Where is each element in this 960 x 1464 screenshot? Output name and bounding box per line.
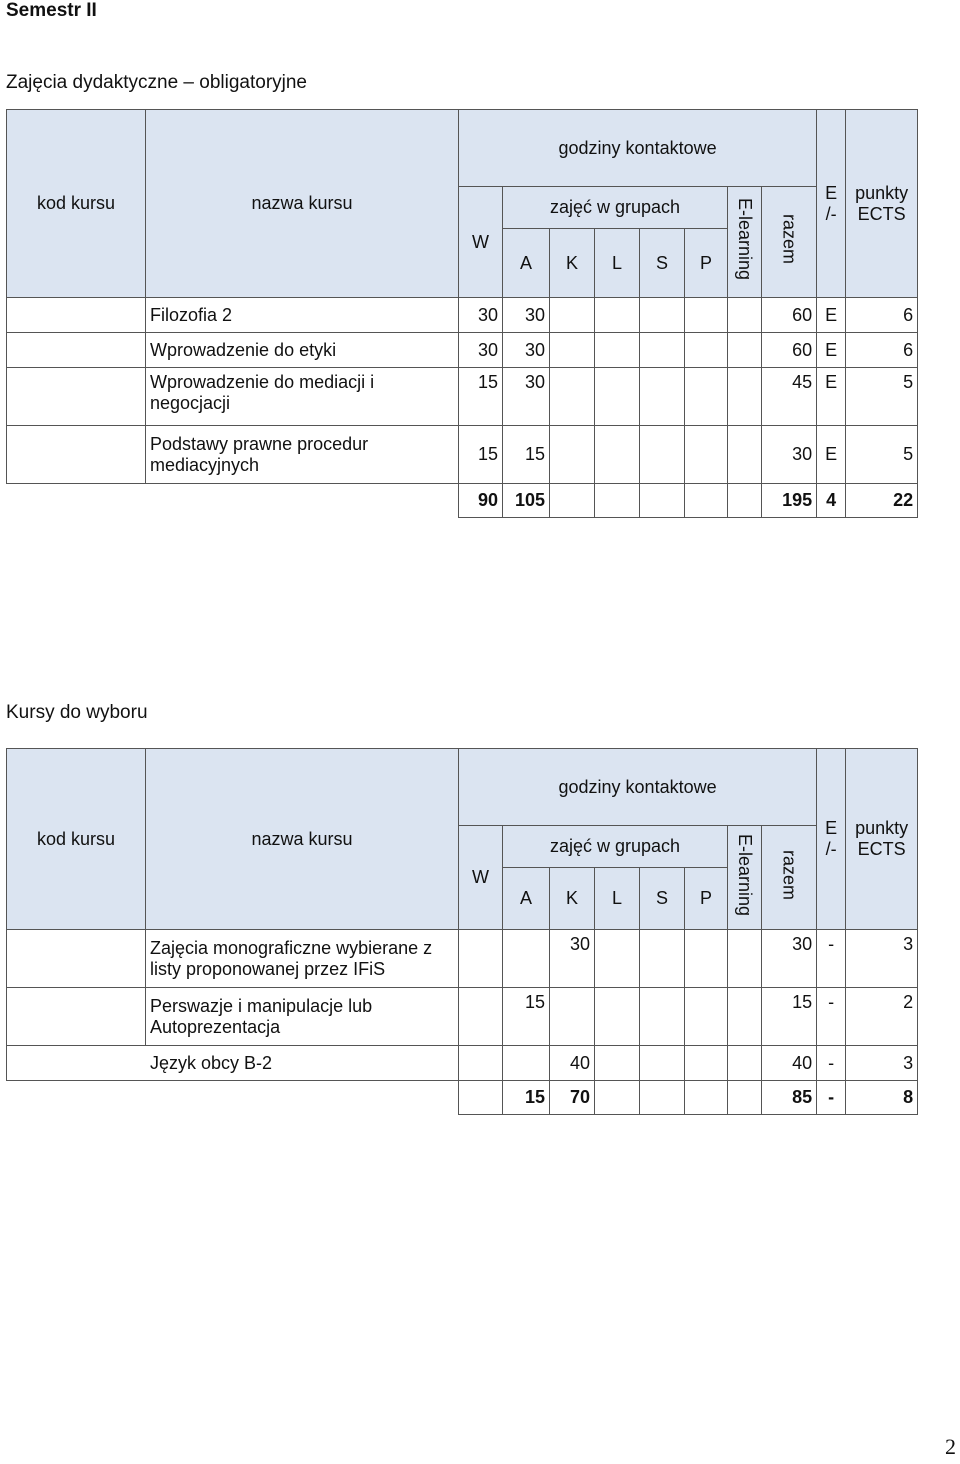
cell-ects: 3 [846, 930, 918, 988]
table-obligatory [6, 109, 918, 518]
cell-s [640, 298, 685, 333]
cell-p [685, 426, 728, 484]
cell-w: 30 [459, 333, 503, 368]
total-p [685, 1081, 728, 1115]
cell-kod [7, 426, 146, 484]
cell-ects: 5 [846, 368, 918, 426]
cell-p [685, 333, 728, 368]
table-row [7, 426, 918, 484]
header-w: W [459, 826, 503, 930]
total-w [459, 1081, 503, 1115]
header-zajec-w-grupach: zajęć w grupach [503, 826, 728, 868]
cell-l [595, 1046, 640, 1081]
cell-w: 30 [459, 298, 503, 333]
table-elective [6, 748, 918, 1115]
header-godziny-kontaktowe: godziny kontaktowe [459, 110, 817, 187]
cell-elearning [728, 988, 762, 1046]
cell-nazwa: Wprowadzenie do mediacji i negocjacji [146, 368, 459, 426]
cell-w: 15 [459, 368, 503, 426]
cell-razem: 30 [762, 930, 817, 988]
cell-l [595, 426, 640, 484]
header-p: P [685, 868, 728, 930]
cell-kod [7, 988, 146, 1046]
cell-l [595, 930, 640, 988]
cell-elearning [728, 368, 762, 426]
cell-k: 40 [550, 1046, 595, 1081]
cell-p [685, 1046, 728, 1081]
cell-k [550, 426, 595, 484]
header-razem: razem [762, 187, 817, 298]
header-l: L [595, 868, 640, 930]
total-p [685, 484, 728, 518]
header-w: W [459, 187, 503, 298]
cell-a [503, 930, 550, 988]
cell-p [685, 930, 728, 988]
cell-kod [7, 298, 146, 333]
cell-a [503, 1046, 550, 1081]
section-title-elective: Kursy do wyboru [6, 702, 148, 723]
header-razem: razem [762, 826, 817, 930]
cell-p [685, 368, 728, 426]
cell-a: 15 [503, 988, 550, 1046]
total-ects: 22 [846, 484, 918, 518]
total-k: 70 [550, 1081, 595, 1115]
cell-w [459, 1046, 503, 1081]
total-e: - [817, 1081, 846, 1115]
header-elearning: E-learning [728, 826, 762, 930]
cell-razem: 45 [762, 368, 817, 426]
cell-e: E [817, 368, 846, 426]
total-k [550, 484, 595, 518]
cell-k: 30 [550, 930, 595, 988]
cell-ects: 6 [846, 333, 918, 368]
cell-l [595, 988, 640, 1046]
cell-s [640, 1046, 685, 1081]
page-title: Semestr II [6, 0, 97, 21]
total-a: 105 [503, 484, 550, 518]
total-w: 90 [459, 484, 503, 518]
total-a: 15 [503, 1081, 550, 1115]
total-s [640, 1081, 685, 1115]
cell-w: 15 [459, 426, 503, 484]
table-row [7, 298, 918, 333]
table-row [7, 333, 918, 368]
cell-elearning [728, 333, 762, 368]
cell-a: 30 [503, 333, 550, 368]
header-a: A [503, 229, 550, 298]
cell-kod [7, 368, 146, 426]
header-e: E /- [817, 749, 846, 930]
cell-k [550, 988, 595, 1046]
cell-kod [7, 333, 146, 368]
cell-e: - [817, 930, 846, 988]
cell-e: E [817, 426, 846, 484]
cell-razem: 60 [762, 298, 817, 333]
total-elearning [728, 1081, 762, 1115]
header-s: S [640, 229, 685, 298]
cell-e: E [817, 298, 846, 333]
table-row [7, 930, 918, 988]
header-p: P [685, 229, 728, 298]
header-nazwa-kursu: nazwa kursu [146, 110, 459, 298]
cell-a: 30 [503, 298, 550, 333]
cell-elearning [728, 426, 762, 484]
total-row [7, 1081, 918, 1115]
cell-razem: 30 [762, 426, 817, 484]
cell-k [550, 368, 595, 426]
header-kod-kursu: kod kursu [7, 110, 146, 298]
header-godziny-kontaktowe: godziny kontaktowe [459, 749, 817, 826]
cell-k [550, 333, 595, 368]
cell-e: - [817, 1046, 846, 1081]
total-e: 4 [817, 484, 846, 518]
cell-p [685, 988, 728, 1046]
cell-ects: 5 [846, 426, 918, 484]
total-ects: 8 [846, 1081, 918, 1115]
header-k: K [550, 868, 595, 930]
cell-nazwa: Perswazje i manipulacje lub Autoprezentacja [146, 988, 459, 1046]
cell-razem: 40 [762, 1046, 817, 1081]
cell-ects: 6 [846, 298, 918, 333]
cell-s [640, 368, 685, 426]
cell-l [595, 368, 640, 426]
cell-a: 30 [503, 368, 550, 426]
cell-nazwa: Filozofia 2 [146, 298, 459, 333]
cell-w [459, 988, 503, 1046]
cell-e: E [817, 333, 846, 368]
page-number: 2 [945, 1434, 956, 1459]
cell-kod [7, 930, 146, 988]
total-row [7, 484, 918, 518]
cell-nazwa: Wprowadzenie do etyki [146, 333, 459, 368]
cell-razem: 15 [762, 988, 817, 1046]
header-punkty-ects: punkty ECTS [846, 749, 918, 930]
cell-elearning [728, 298, 762, 333]
cell-s [640, 333, 685, 368]
cell-e: - [817, 988, 846, 1046]
header-nazwa-kursu: nazwa kursu [146, 749, 459, 930]
cell-k [550, 298, 595, 333]
header-a: A [503, 868, 550, 930]
total-razem: 85 [762, 1081, 817, 1115]
cell-w [459, 930, 503, 988]
cell-nazwa: Podstawy prawne procedur mediacyjnych [146, 426, 459, 484]
cell-p [685, 298, 728, 333]
header-zajec-w-grupach: zajęć w grupach [503, 187, 728, 229]
cell-s [640, 988, 685, 1046]
header-elearning: E-learning [728, 187, 762, 298]
header-e: E /- [817, 110, 846, 298]
header-kod-kursu: kod kursu [7, 749, 146, 930]
table-row [7, 988, 918, 1046]
total-l [595, 484, 640, 518]
cell-elearning [728, 1046, 762, 1081]
cell-l [595, 333, 640, 368]
total-s [640, 484, 685, 518]
cell-s [640, 930, 685, 988]
cell-ects: 3 [846, 1046, 918, 1081]
cell-a: 15 [503, 426, 550, 484]
cell-elearning [728, 930, 762, 988]
header-punkty-ects: punkty ECTS [846, 110, 918, 298]
cell-nazwa: Język obcy B-2 [7, 1046, 459, 1081]
total-razem: 195 [762, 484, 817, 518]
table-row [7, 368, 918, 426]
cell-ects: 2 [846, 988, 918, 1046]
cell-razem: 60 [762, 333, 817, 368]
header-s: S [640, 868, 685, 930]
total-l [595, 1081, 640, 1115]
section-title-obligatory: Zajęcia dydaktyczne – obligatoryjne [6, 72, 308, 93]
header-l: L [595, 229, 640, 298]
cell-nazwa: Zajęcia monograficzne wybierane z listy proponowanej przez IFiS [146, 930, 459, 988]
header-k: K [550, 229, 595, 298]
cell-s [640, 426, 685, 484]
table-row [7, 1046, 918, 1081]
cell-l [595, 298, 640, 333]
total-elearning [728, 484, 762, 518]
